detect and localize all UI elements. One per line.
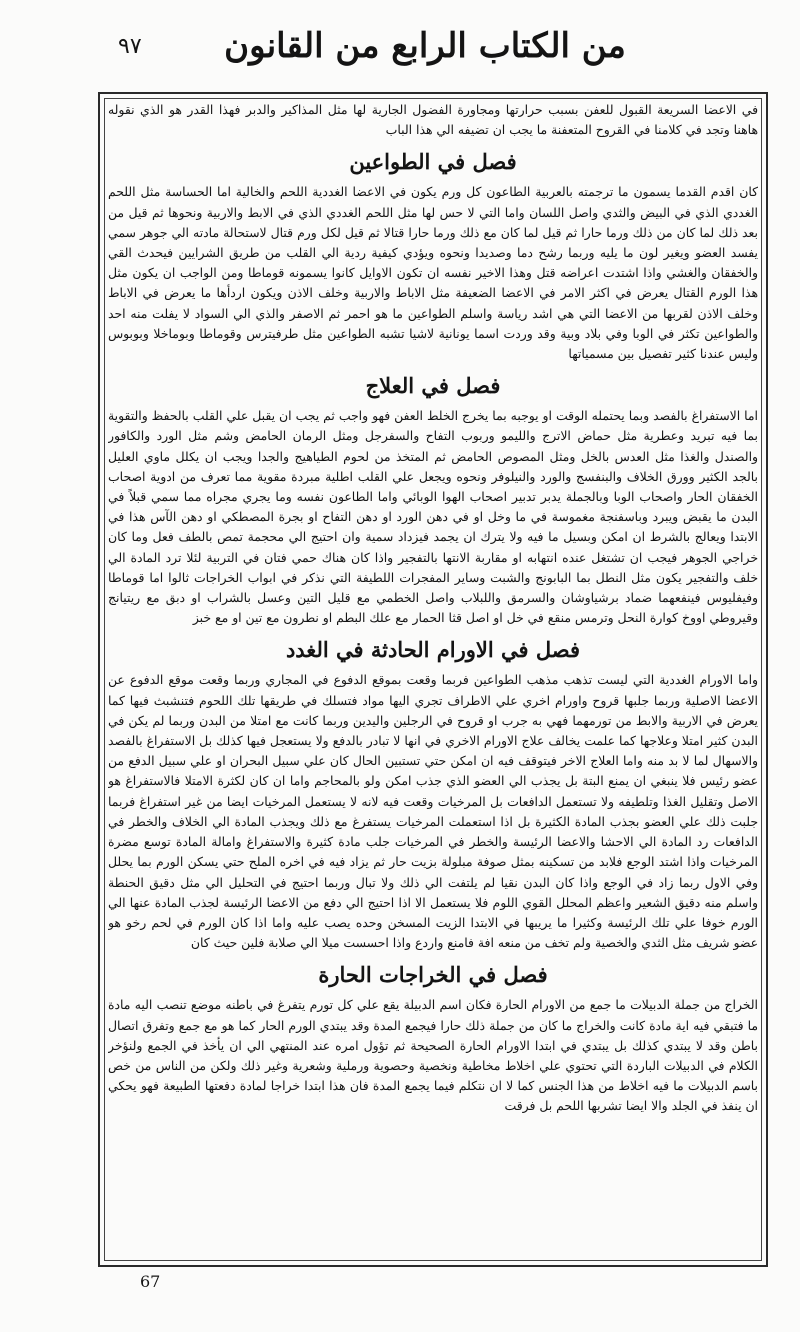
running-title: من الكتاب الرابع من القانون [224, 26, 626, 66]
section-treatment-paragraph: اما الاستفراغ بالفصد وبما يحتمله الوقت او يوجبه بما يخرج الخلط العفن فهو واجب ثم يجب ان يقبل علي القلب بالحفظ والتقوية بما فيه تبريد وعطرية مثل حماض الاترج والليمو وربوب التفاح والسفرجل ومثل الرمان الحامض وشم مثل الورد والكافور والصندل والغذا مثل العدس بالخل ومثل المصوص الحامض ثم المتخذ من لحوم الطياهيج والجدا ويجب ان يكلل ماوي العليل بالجد الكثير وورق الخلاف والبنفسج والورد والنيلوفر ونحوه ويجعل علي القلب اطلية مبردة مقوية مما تعرف من ادوية اصحاب الخفقان الحار واصحاب الوبا وبالجملة يدبر تدبير اصحاب الهوا الوبائي واما الطاعون نفسه وما يجري مجراه مما سمي قبلاً في البدن ما يقبض ويبرد وباسفنجة مغموسة في ما وخل او في دهن الورد او دهن التفاح او بجرة المصطكي او دهن الآس هذا في الابتدا ويعالج بالشرط ان امكن وبسيل ما فيه ولا يترك ان يجمد فيزداد سمية وان احتيج الي محجمة تمص بالطف فعل وما كان خراجي الجوهر فيجب ان تشتغل عنده انتهابه او مقاربة الانتها بالتفجير واذا كان هناك حمي فتان في التربية لئلا ترد المادة الي خلف والتفجير يكون مثل النطل بما البابونج والشبت وساير المفجرات اللطيفة التي نذكر في ابواب الخراجات ثالوا اما قوماطا وفيفليوس فينفعهما ضماد برشياوشان والسرمق واللبلاب واصل الخطمي مع قليل التين وعسل بالشراب او دبق مع ريتيانج وقيروطي اووخ كوارة النحل وترمس منقع في خل او اصل قثا الحمار مع علك البطم او نطرون مع تين او مع خبز [108, 408, 758, 626]
section-gland-swellings-paragraph: واما الاورام الغددية التي ليست تذهب مذهب الطواعين فربما وقعت بموقع الدفوع في المجاري وربما وقعت موقع الدفوع عن الاعضا الاصلية وربما جلبها قروح واورام اخري علي الاطراف تجري اليها مواد فتسلك في طريقها تلك اللحوم فتنشبث فيها كما يعرض في الاربية والابط من تورمهما فهي به جرب او قروح في الرجلين واليدين وربما كانت مع امتلا من البدن وربما لم يكن في البدن كثير امتلا وعلاجها كما علمت يخالف علاج الاورام الاخري في انها لا تبادر بالدفع ولا يستعجل فيها كذلك بل الاستفراغ بالفصد والاسهال لما لا بد منه واما العلاج الاخر فيتوقف فيه ان امكن حتي تستبين الحال كان علي سبيل البحران او علي سبيل الدفع من عضو رئيس فلا ينبغي ان يمنع البتة بل يجذب الي العضو الذي جذب امكن ولو بالمحاجم واما ان كان لكثرة الامتلا فالاستفراغ هو الاصل وتقليل الغذا وتلطيفه ولا تستعمل الدافعات بل المرخيات وقعت فيه لانه لا يستعمل المرخيات ايضا من غير استفراغ فربما جلبت ذلك علي العضو بجذب المادة الكثيرة بل اذا استعملت المرخيات يستفرغ مع ذلك ويجذب المادة الي الخلاف والخطر في الدافعات رد المادة الي الاحشا والاعضا الرئيسة والخطر في المرخيات جلب مادة كثيرة والاستفراغ وامالة المادة توسع مضرة المرخيات واذا اشتد الوجع فلابد من تسكينه بمثل صوفة مبلولة بزيت حار ثم يزاد فيه في اخره الملح حتي يسكن الورم بما يحلل وفي الاول ربما زاد في الوجع واذا كان البدن نقيا لم يلتفت الي ذلك ولا تبال وربما احتيج في التحليل الي مثل دقيق الحنطة واسلم منه دقيق الشعير واعظم المحلل القوي اللوم فلا يستعمل الا اذا احتيج الي دفع من الاعضا الرئيسة لجذب المادة عنها الي الورم خوفا علي تلك الرئيسة وكثيرا ما يريبها في الابتدا الزيت المسخن وحده يصب عليه واما اذا كان الورم في لحم رخو هو عضو شريف مثل الثدي والخصية ولم تخف من منعه افة فامنع واردع واذا احسست ميلا الي صلابة فلين حيث كان [108, 672, 758, 951]
section-title-gland-swellings: فصل في الاورام الحادثة في الغدد [285, 637, 581, 663]
section-title-treatment: فصل في العلاج [365, 373, 501, 399]
page-content [108, 100, 758, 1260]
intro-paragraph: في الاعضا السريعة القبول للعفن بسبب حرارتها ومجاورة الفضول الجارية لها مثل المذاكير والدبر فهذا القدر هو الذي نقوله هاهنا وتجد في كلامنا في القروح المتعفنة ما يجب ان تضيفه الي هذا الباب [108, 102, 758, 138]
section-plague-paragraph: كان اقدم القدما يسمون ما ترجمته بالعربية الطاعون كل ورم يكون في الاعضا الغددية اللحم والخالية اما الحساسة مثل اللحم الغددي الذي في البيض والثدي واصل اللسان واما التي لا حس لها مثل اللحم الغددي الذي في الابط والاربية ونحوها ثم قيل من بعد ذلك لما كان من ذلك ورما حارا ثم قيل لما كان مع ذلك ورما حارا قتالا ثم قيل لكل ورم قتال لاستحالة مادته الي جوهر سمي يفسد العضو ويغير لون ما يليه وربما رشح دما وصديدا ونحوه ويؤدي كيفية ردية الي القلب من طريق الشرايين فيحدث القي والخفقان والغشي واذا اشتدت اعراضه قتل وهذا الاخير نفسه ان تكون الاوايل كانوا يسمونه قوماطا ومن الواجب ان يكون مثل هذا الورم القتال يعرض في اكثر الامر في الاعضا الضعيفة مثل الاباط والاربية وخلف الاذن ويكون اردأها ما يعرض في الاباط وخلف الاذن لقربها من الاعضا التي هي اشد رياسة واسلم الطواعين ما هو احمر ثم الاصفر والذي الي السواد لا يفلت منه احد والطواعين تكثر في الوبا وفي بلاد وبية وقد وردت اسما يونانية لاشيا تشبه الطواعين مثل طرفيترس وقوماطا وبوماخلا وبوبوس وليس عندنا كثير تفصيل بين مسمياتها [108, 184, 758, 362]
page-header [0, 20, 800, 82]
section-hot-abscesses-paragraph: الخراج من جملة الدبيلات ما جمع من الاورام الحارة فكان اسم الدبيلة يقع علي كل تورم يتفرغ في باطنه موضع تنصب اليه مادة ما فتبقي فيه اية مادة كانت والخراج ما كان من جملة ذلك حارا فيجمع المدة وقد يبتدي الورم الحار كما هو مع جمع وتفرق اتصال باطن وقد لا يبتدي كذلك بل يبتدي في ابتدا الاورام الحارة الصحيحة ثم تؤول امره عند المنتهي الي ان يأخذ في الجمع ولنؤخر الكلام في الدبيلات الباردة التي تحتوي علي اخلاط مخاطية ونخصية وحصوية ورملية وشعرية وغير ذلك ولكن من الناس من خص باسم الدبيلات ما فيه اخلاط من هذا الجنس كما لا ان نتكلم فيما يجمع المدة فان هذا ابتدا خراجا لمادة دفعتها الطبيعة فهو يحكي ان ينفذ في الجلد والا ايضا تشربها اللحم بل فرقت [108, 997, 758, 1114]
section-title-plague: فصل في الطواعين [349, 149, 517, 175]
section-title-hot-abscesses: فصل في الخراجات الحارة [318, 962, 548, 988]
page-number-bottom: 67 [140, 1272, 161, 1291]
page-number-arabic: ٩٧ [118, 34, 142, 59]
